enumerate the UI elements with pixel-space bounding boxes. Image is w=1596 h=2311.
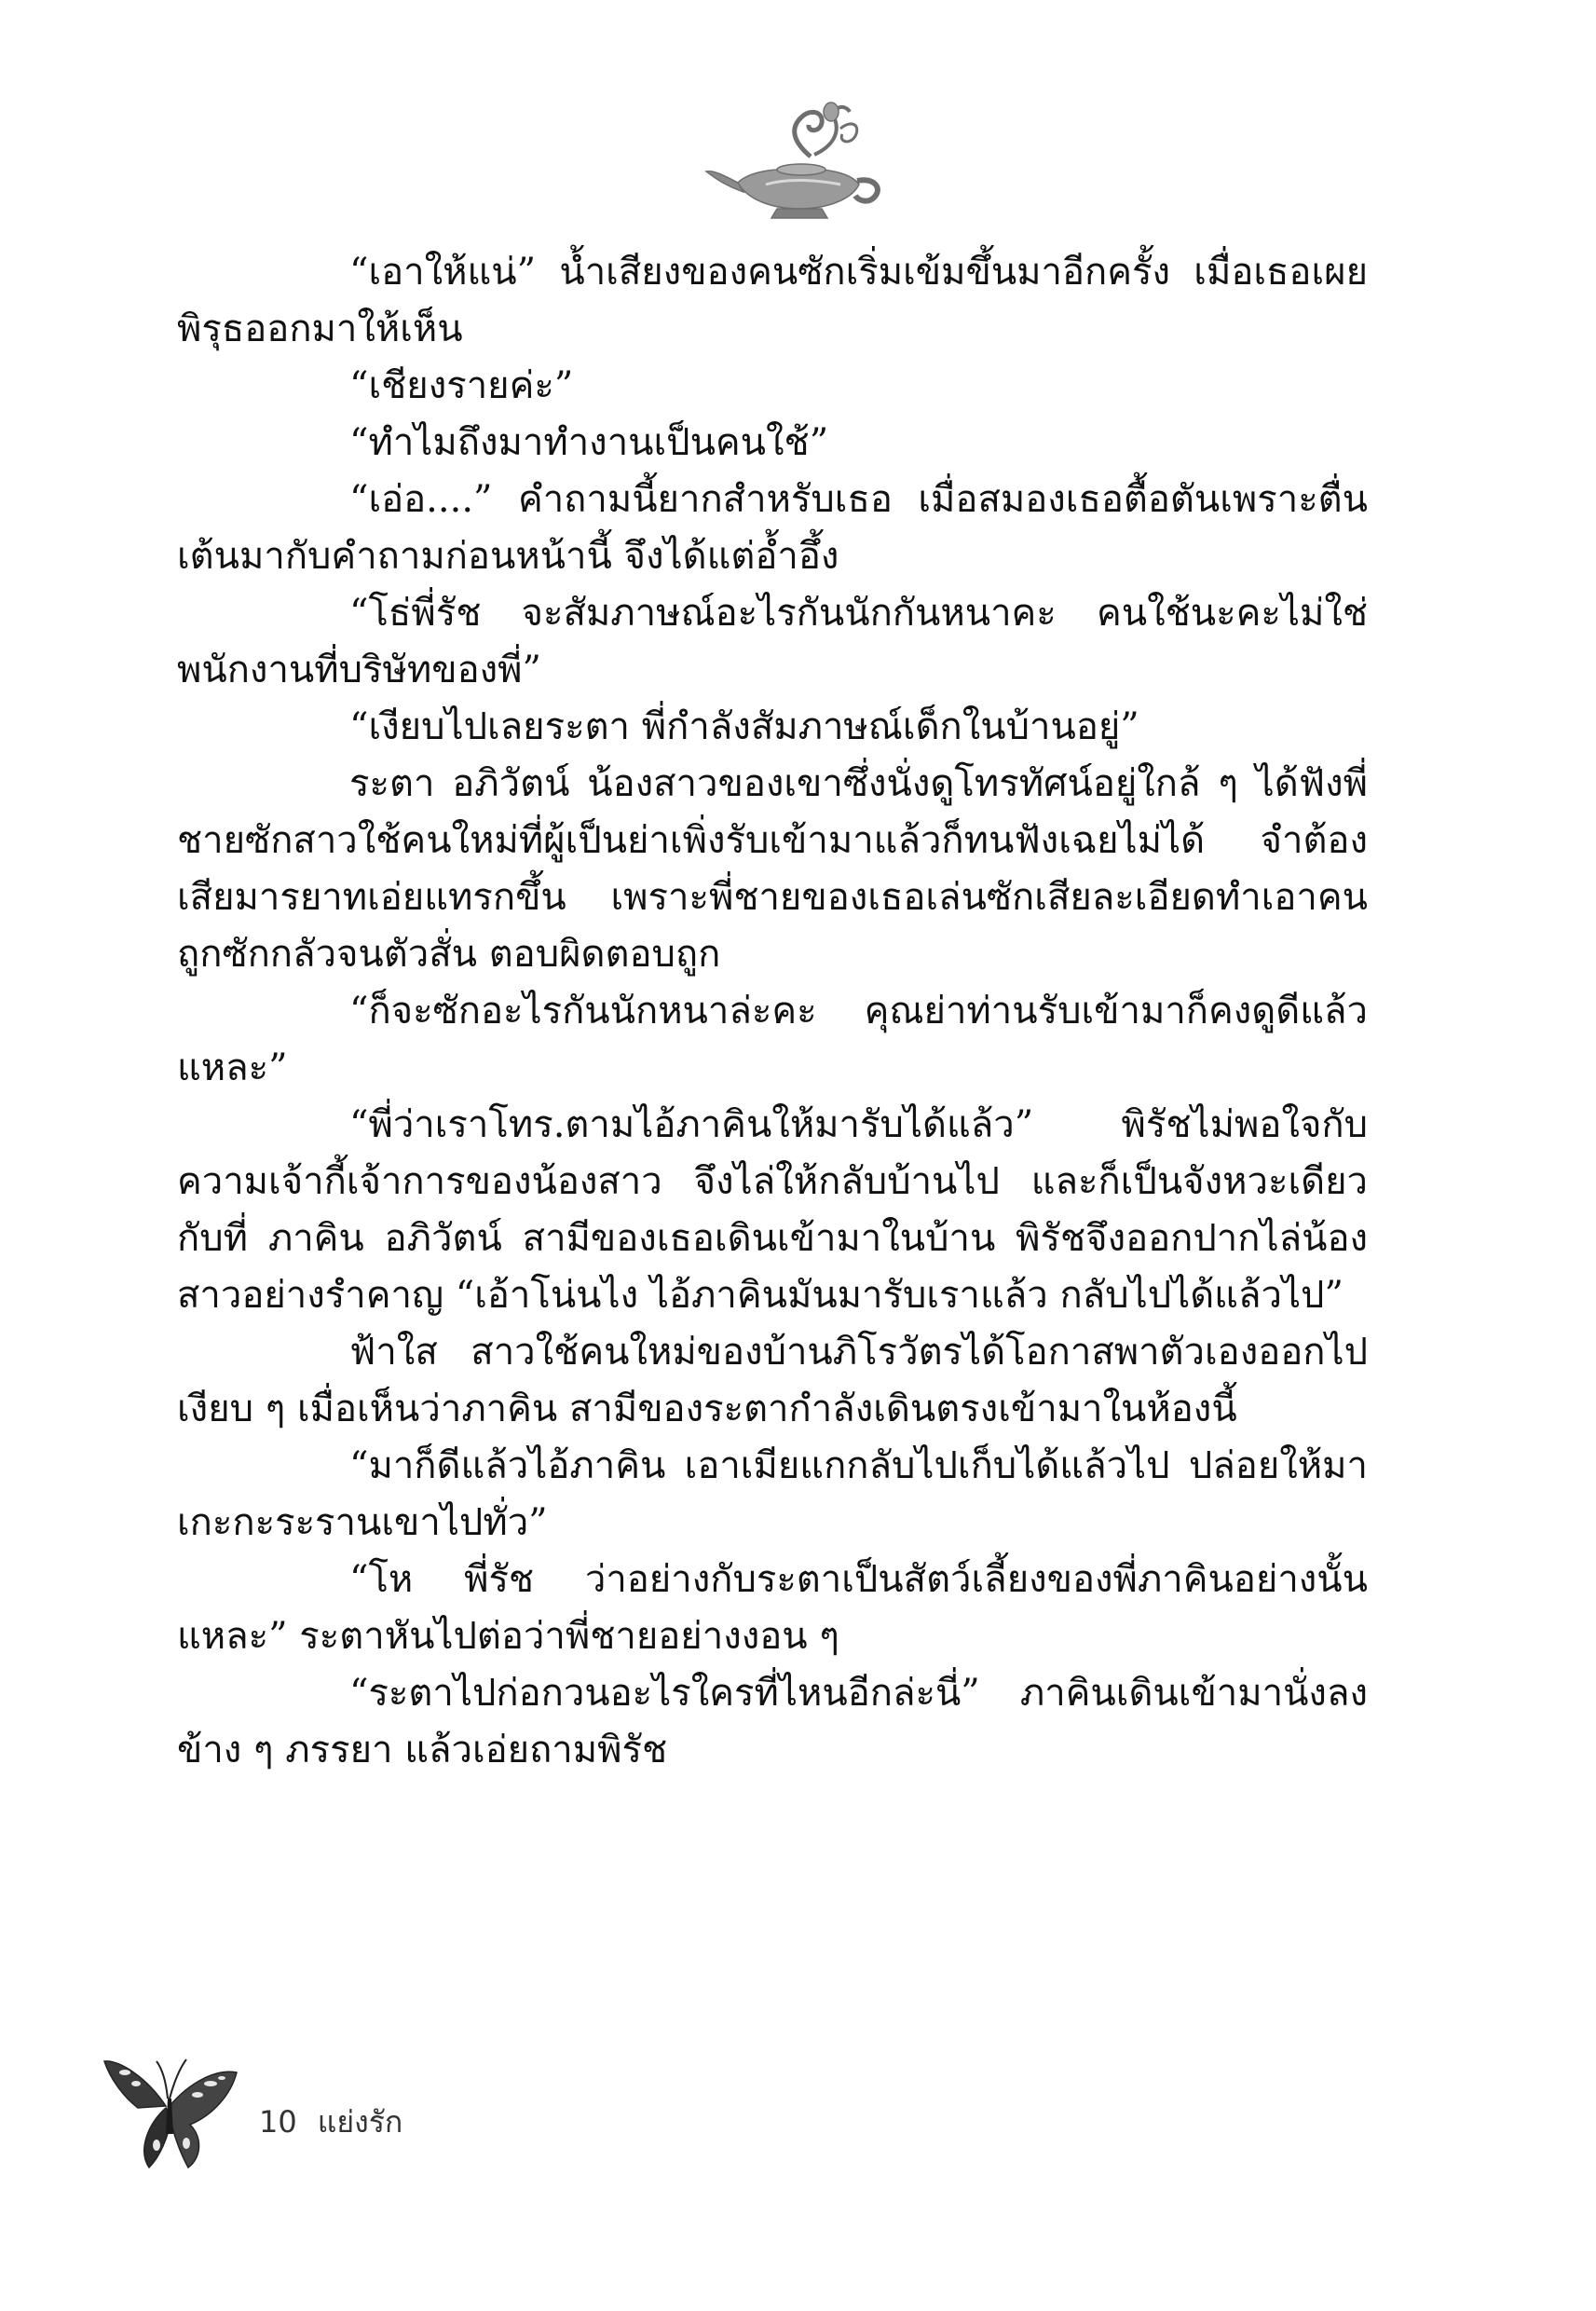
book-title: แย่งรัก	[317, 2104, 403, 2140]
paragraph: “เงียบไปเลยระตา พี่กำลังสัมภาษณ์เด็กในบ้านอยู่”	[349, 705, 1139, 748]
paragraph: “มาก็ดีแล้วไอ้ภาคิน เอาเมียแกกลับไปเก็บได้แล้วไป ปล่อยให้มาเกะกะระรานเขาไปทั่ว”	[177, 1444, 1368, 1544]
paragraph: “เอาให้แน่” น้ำเสียงของคนซักเริ่มเข้มขึ้นมาอีกครั้ง เมื่อเธอเผยพิรุธออกมาให้เห็น	[177, 251, 1368, 350]
paragraph: “เชียงรายค่ะ”	[349, 364, 574, 407]
paragraph: “เอ่อ....” คำถามนี้ยากสำหรับเธอ เมื่อสมองเธอตื้อตันเพราะตื่นเต้นมากับคำถามก่อนหน้านี้ จึงได้แต่อ้ำอึ้ง	[177, 478, 1368, 578]
paragraph: “พี่ว่าเราโทร.ตามไอ้ภาคินให้มารับได้แล้ว” พิรัชไม่พอใจกับความเจ้ากี้เจ้าการของน้องสาว จึงไล่ให้กลับบ้านไป และก็เป็นจังหวะเดียวกับที่ ภาคิน อภิวัตน์ สามีของเธอเดินเข้ามาในบ้าน พิรัชจึงออกปากไล่น้องสาวอย่างรำคาญ “เอ้าโน่นไง ไอ้ภาคินมันมารับเราแล้ว กลับไปได้แล้วไป”	[177, 1103, 1368, 1317]
paragraph: ฟ้าใส สาวใช้คนใหม่ของบ้านภิโรวัตรได้โอกาสพาตัวเองออกไปเงียบ ๆ เมื่อเห็นว่าภาคิน สามีของระตากำลังเดินตรงเข้ามาในห้องนี้	[177, 1331, 1368, 1430]
paragraph: “ก็จะซักอะไรกันนักหนาล่ะคะ คุณย่าท่านรับเข้ามาก็คงดูดีแล้วแหละ”	[177, 990, 1368, 1089]
story-text	[177, 244, 1368, 1779]
page-number: 10	[259, 2104, 297, 2140]
paragraph: “ระตาไปก่อกวนอะไรใครที่ไหนอีกล่ะนี่” ภาคินเดินเข้ามานั่งลงข้าง ๆ ภรรยา แล้วเอ่ยถามพิรัช	[177, 1672, 1368, 1771]
butterfly-icon	[101, 2041, 240, 2171]
paragraph: “ทำไมถึงมาทำงานเป็นคนใช้”	[349, 421, 829, 464]
teapot-genie-ornament-icon	[701, 91, 896, 222]
page-footer	[101, 2041, 660, 2171]
paragraph: ระตา อภิวัตน์ น้องสาวของเขาซึ่งนั่งดูโทรทัศน์อยู่ใกล้ ๆ ได้ฟังพี่ชายซักสาวใช้คนใหม่ที่ผู้เป็นย่าเพิ่งรับเข้ามาแล้วก็ทนฟังเฉยไม่ได้ จำต้องเสียมารยาทเอ่ยแทรกขึ้น เพราะพี่ชายของเธอเล่นซักเสียละเอียดทำเอาคนถูกซักกลัวจนตัวสั่น ตอบผิดตอบถูก	[177, 762, 1368, 976]
paragraph: “โธ่พี่รัช จะสัมภาษณ์อะไรกันนักกันหนาคะ คนใช้นะคะไม่ใช่พนักงานที่บริษัทของพี่”	[177, 592, 1368, 691]
paragraph: “โห พี่รัช ว่าอย่างกับระตาเป็นสัตว์เลี้ยงของพี่ภาคินอย่างนั้นแหละ” ระตาหันไปต่อว่าพี่ชายอย่างงอน ๆ	[177, 1558, 1368, 1658]
